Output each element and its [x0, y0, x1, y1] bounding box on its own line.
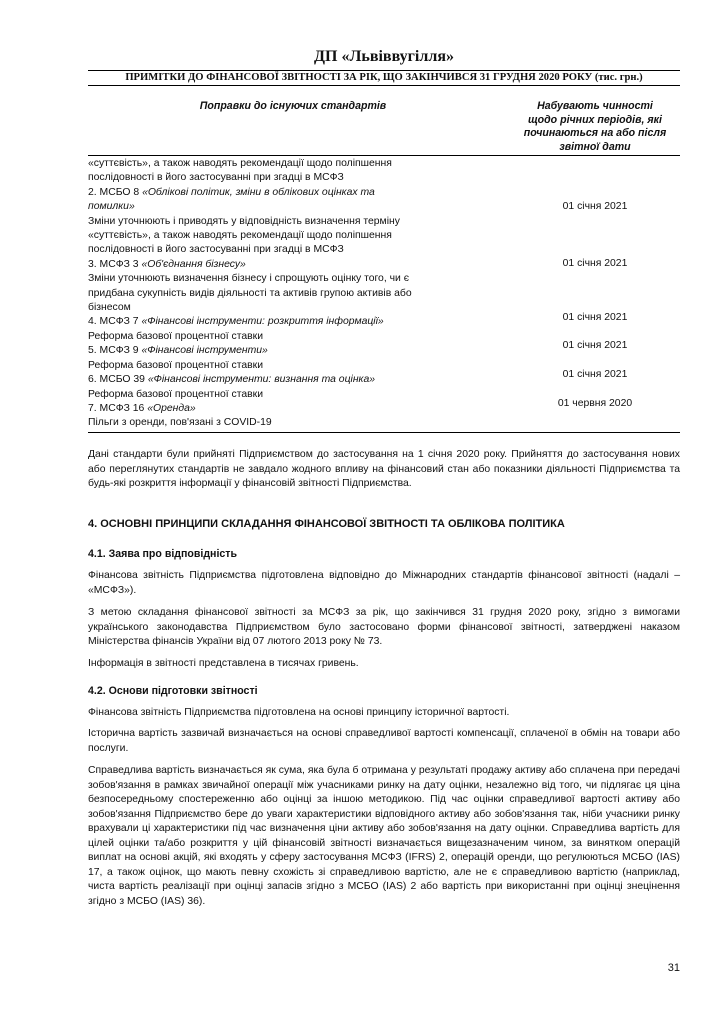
notes-header: ПРИМІТКИ ДО ФІНАНСОВОЇ ЗВІТНОСТІ ЗА РІК, ЩО ЗАКІНЧИВСЯ 31 ГРУДНЯ 2020 РОКУ (тис. грн.): [88, 70, 680, 86]
paragraph: Історична вартість зазвичай визначається на основі справедливої вартості компенсації, сплаченої в обмін на товари або послуги.: [88, 728, 680, 754]
column-header-effective: Набувають чинності щодо річних періодів, які починаються на або після звітної дати: [523, 100, 667, 153]
table-bottom-rule: [88, 432, 680, 433]
paragraph: Дані стандарти були прийняті Підприємством до застосування на 1 січня 2020 року. Прийняття до застосування нових або переглянутих стандартів не завдало жодного впливу на фінансовий стан або показники діяльності Підприємства та будь-які розкриття інформації у фінансовій звітності Підприємства.: [88, 449, 680, 489]
company-title: ДП «Львіввугілля»: [314, 48, 454, 65]
table-row-continuation: «суттєвість», а також наводять рекомендації щодо поліпшення послідовності в його застосуванні при згадці в МСФЗ: [88, 158, 392, 184]
effective-date: 01 січня 2021: [562, 257, 628, 269]
subsection-heading: 4.1. Заява про відповідність: [88, 548, 237, 560]
paragraph: Фінансова звітність Підприємства підготовлена на основі принципу історичної вартості.: [88, 707, 510, 718]
paragraph: Справедлива вартість визначається як сума, яка була б отримана у результаті продажу активу або сплачена при передачі зобов'язання в рамках звичайної операції між учасниками ринку на дату оцінки, незалежно від того, чи підлягає ця ціна безпосередньому спостереженню або оцінці за іншою методикою. Під час оцінки справедливої вартості активу або зобов'язання Підприємство бере до уваги характеристики відповідного активу або зобов'язання так, ніби учасники ринку врахували ці характеристики під час визначення ціни активу або зобов'язання на дату оцінки. Справедлива вартість для цілей оцінки та/або розкриття у цій фінансовій звітності визначається вищезазначеним чином, за винятком операцій виплат на основі акцій, які входять у сферу застосування МСФЗ (IFRS) 2, операцій оренди, що регулюються МСБО (IAS) 17, а також оцінок, що мають певну схожість зі справедливою вартістю, але не є справедливою вартістю (наприклад, чиста вартість реалізації при оцінці запасів згідно з МСБО (IAS) 2 або вартість при використанні при оцінці знецінення згідно з МСБО (IAS) 36).: [88, 765, 680, 907]
table-row: 01 січня 2021 6. МСБО 39 «Фінансові інструменти: визнання та оцінка» Реформа базової процентної ставки: [88, 373, 680, 402]
paragraph: Фінансова звітність Підприємства підготовлена відповідно до Міжнародних стандартів фінансової звітності (надалі – «МСФЗ»).: [88, 570, 680, 596]
effective-date: 01 січня 2021: [562, 312, 628, 324]
table-row: 01 січня 2021 5. МСФЗ 9 «Фінансові інструменти» Реформа базової процентної ставки: [88, 344, 680, 373]
effective-date: 01 січня 2021: [562, 340, 628, 352]
table-row: 01 січня 2021 2. МСБО 8 «Облікові політик, зміни в облікових оцінках та помилки» Зміни уточнюють і приводять у відповідність визначення терміну «суттєвість», а також наводять рекомендації щодо поліпшення послідовності в його застосуванні при згадці в МСФЗ: [88, 186, 680, 258]
table-body: [88, 157, 680, 431]
table-header: [88, 100, 680, 156]
table-row: 01 червня 2020 7. МСФЗ 16 «Оренда» Пільги з оренди, пов'язані з COVID-19: [88, 402, 680, 431]
column-header-amendments: Поправки до існуючих стандартів: [199, 100, 387, 112]
paragraph: Інформація в звітності представлена в тисячах гривень.: [88, 658, 359, 669]
effective-date: 01 червня 2020: [557, 397, 633, 409]
table-row: 01 січня 2021 4. МСФЗ 7 «Фінансові інструменти: розкриття інформації» Реформа базової процентної ставки: [88, 315, 680, 344]
effective-date: 01 січня 2021: [562, 200, 628, 212]
table-row: 01 січня 2021 3. МСФЗ 3 «Об'єднання бізнесу» Зміни уточнюють визначення бізнесу і спрощують оцінку того, чи є придбана сукупність видів діяльності та активів групою активів або бізнесом: [88, 258, 680, 316]
section-heading: 4. ОСНОВНІ ПРИНЦИПИ СКЛАДАННЯ ФІНАНСОВОЇ ЗВІТНОСТІ ТА ОБЛІКОВА ПОЛІТИКА: [88, 518, 565, 530]
paragraph: З метою складання фінансової звітності за МСФЗ за рік, що закінчився 31 грудня 2020 року, згідно з вимогами українського законодавства Підприємством було застосовано форми фінансової звітності, затверджені наказом Міністерства фінансів України від 07 лютого 2013 року № 73.: [88, 607, 680, 647]
subsection-heading: 4.2. Основи підготовки звітності: [88, 685, 258, 697]
page-number: 31: [667, 962, 680, 974]
effective-date: 01 січня 2021: [562, 369, 628, 381]
